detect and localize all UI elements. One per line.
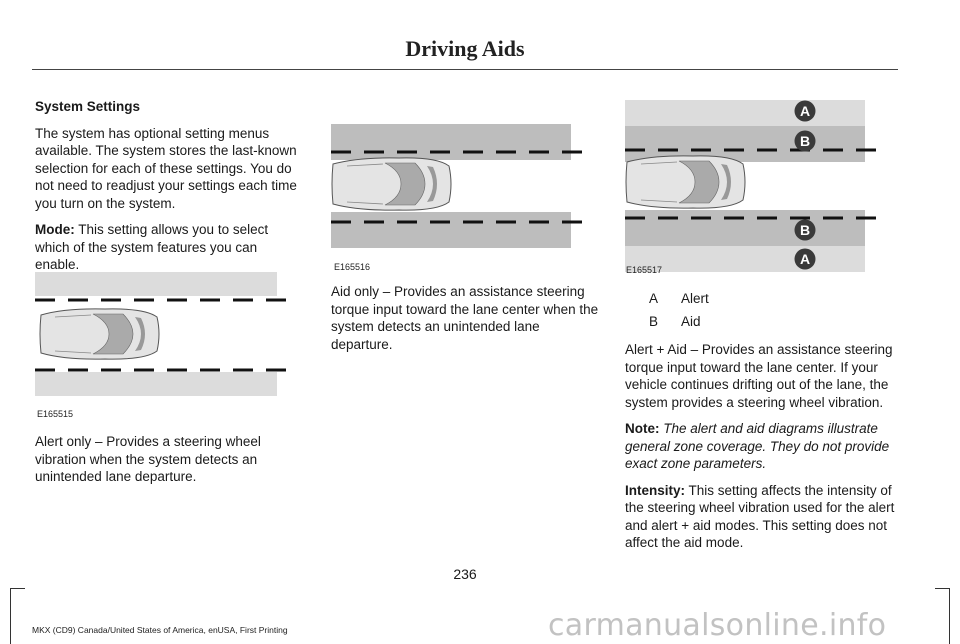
svg-text:B: B [799, 133, 811, 149]
car-icon [40, 309, 159, 359]
car-icon [332, 158, 451, 210]
right-column-text [625, 341, 895, 561]
aid-zone-bottom [625, 210, 865, 246]
figure-alert-only [35, 272, 297, 400]
legend-key-a: A [649, 291, 659, 306]
figure-alert-aid [625, 98, 887, 274]
page-number: 236 [453, 566, 477, 582]
callout-a-bottom [795, 249, 816, 270]
callout-b-bottom [795, 220, 816, 241]
figure-code: E165515 [37, 409, 74, 419]
legend-value-aid: Aid [681, 314, 701, 329]
alert-zone-bottom [35, 372, 277, 396]
legend-value-alert: Alert [681, 291, 709, 306]
alert-only-paragraph: Alert only – Provides a steering wheel vibration when the system detects an unintended lane departure. [35, 434, 261, 484]
alert-zone-top [625, 100, 865, 126]
aid-zone-bottom [331, 212, 571, 248]
section-heading: System Settings [35, 99, 141, 114]
intensity-label: Intensity: [625, 482, 686, 498]
page-title: Driving Aids [405, 36, 525, 61]
callout-b-top [795, 131, 816, 152]
mode-paragraph [35, 221, 305, 274]
svg-text:B: B [799, 222, 811, 238]
footer-text: MKX (CD9) Canada/United States of America, enUSA, First Printing [32, 625, 288, 635]
note-label: Note: [625, 421, 660, 436]
intro-paragraph: The system has optional setting menus available. The system stores the last-known selection for each of these settings. You do not need to readjust your settings each time you turn on the system. [35, 125, 297, 211]
note-text: The alert and aid diagrams illustrate general zone coverage. They do not provide exact zone parameters. [625, 421, 890, 471]
figure-code: E165516 [334, 262, 371, 272]
callout-a-top [795, 101, 816, 122]
alert-aid-paragraph: Alert + Aid – Provides an assistance steering torque input toward the lane center. If your vehicle continues drifting out of the lane, the system provides a steering wheel vibration. [625, 342, 893, 410]
aid-only-paragraph: Aid only – Provides an assistance steering torque input toward the lane center when the system detects an unintended lane departure. [331, 284, 599, 352]
watermark: carmanualsonline.info [548, 608, 887, 643]
crop-mark-left [10, 588, 25, 644]
aid-zone-top [331, 124, 571, 160]
mode-text: This setting allows you to select which of the system features you can enable. [35, 222, 269, 272]
mode-label: Mode: [35, 222, 75, 237]
intensity-paragraph [625, 482, 895, 552]
legend-key-b: B [649, 314, 659, 329]
figure-code: E165517 [626, 265, 663, 275]
header-divider [32, 69, 898, 70]
figure-aid-only [331, 124, 593, 252]
crop-mark-right [935, 588, 950, 644]
car-icon [626, 156, 745, 208]
svg-text:A: A [799, 251, 811, 267]
alert-zone-top [35, 272, 277, 296]
intensity-text: This setting affects the intensity of the steering wheel vibration used for the alert and alert + aid modes. This setting does not affect the aid mode. [625, 482, 895, 550]
svg-text:A: A [799, 103, 811, 119]
left-column [35, 98, 305, 283]
note-paragraph [625, 420, 895, 473]
